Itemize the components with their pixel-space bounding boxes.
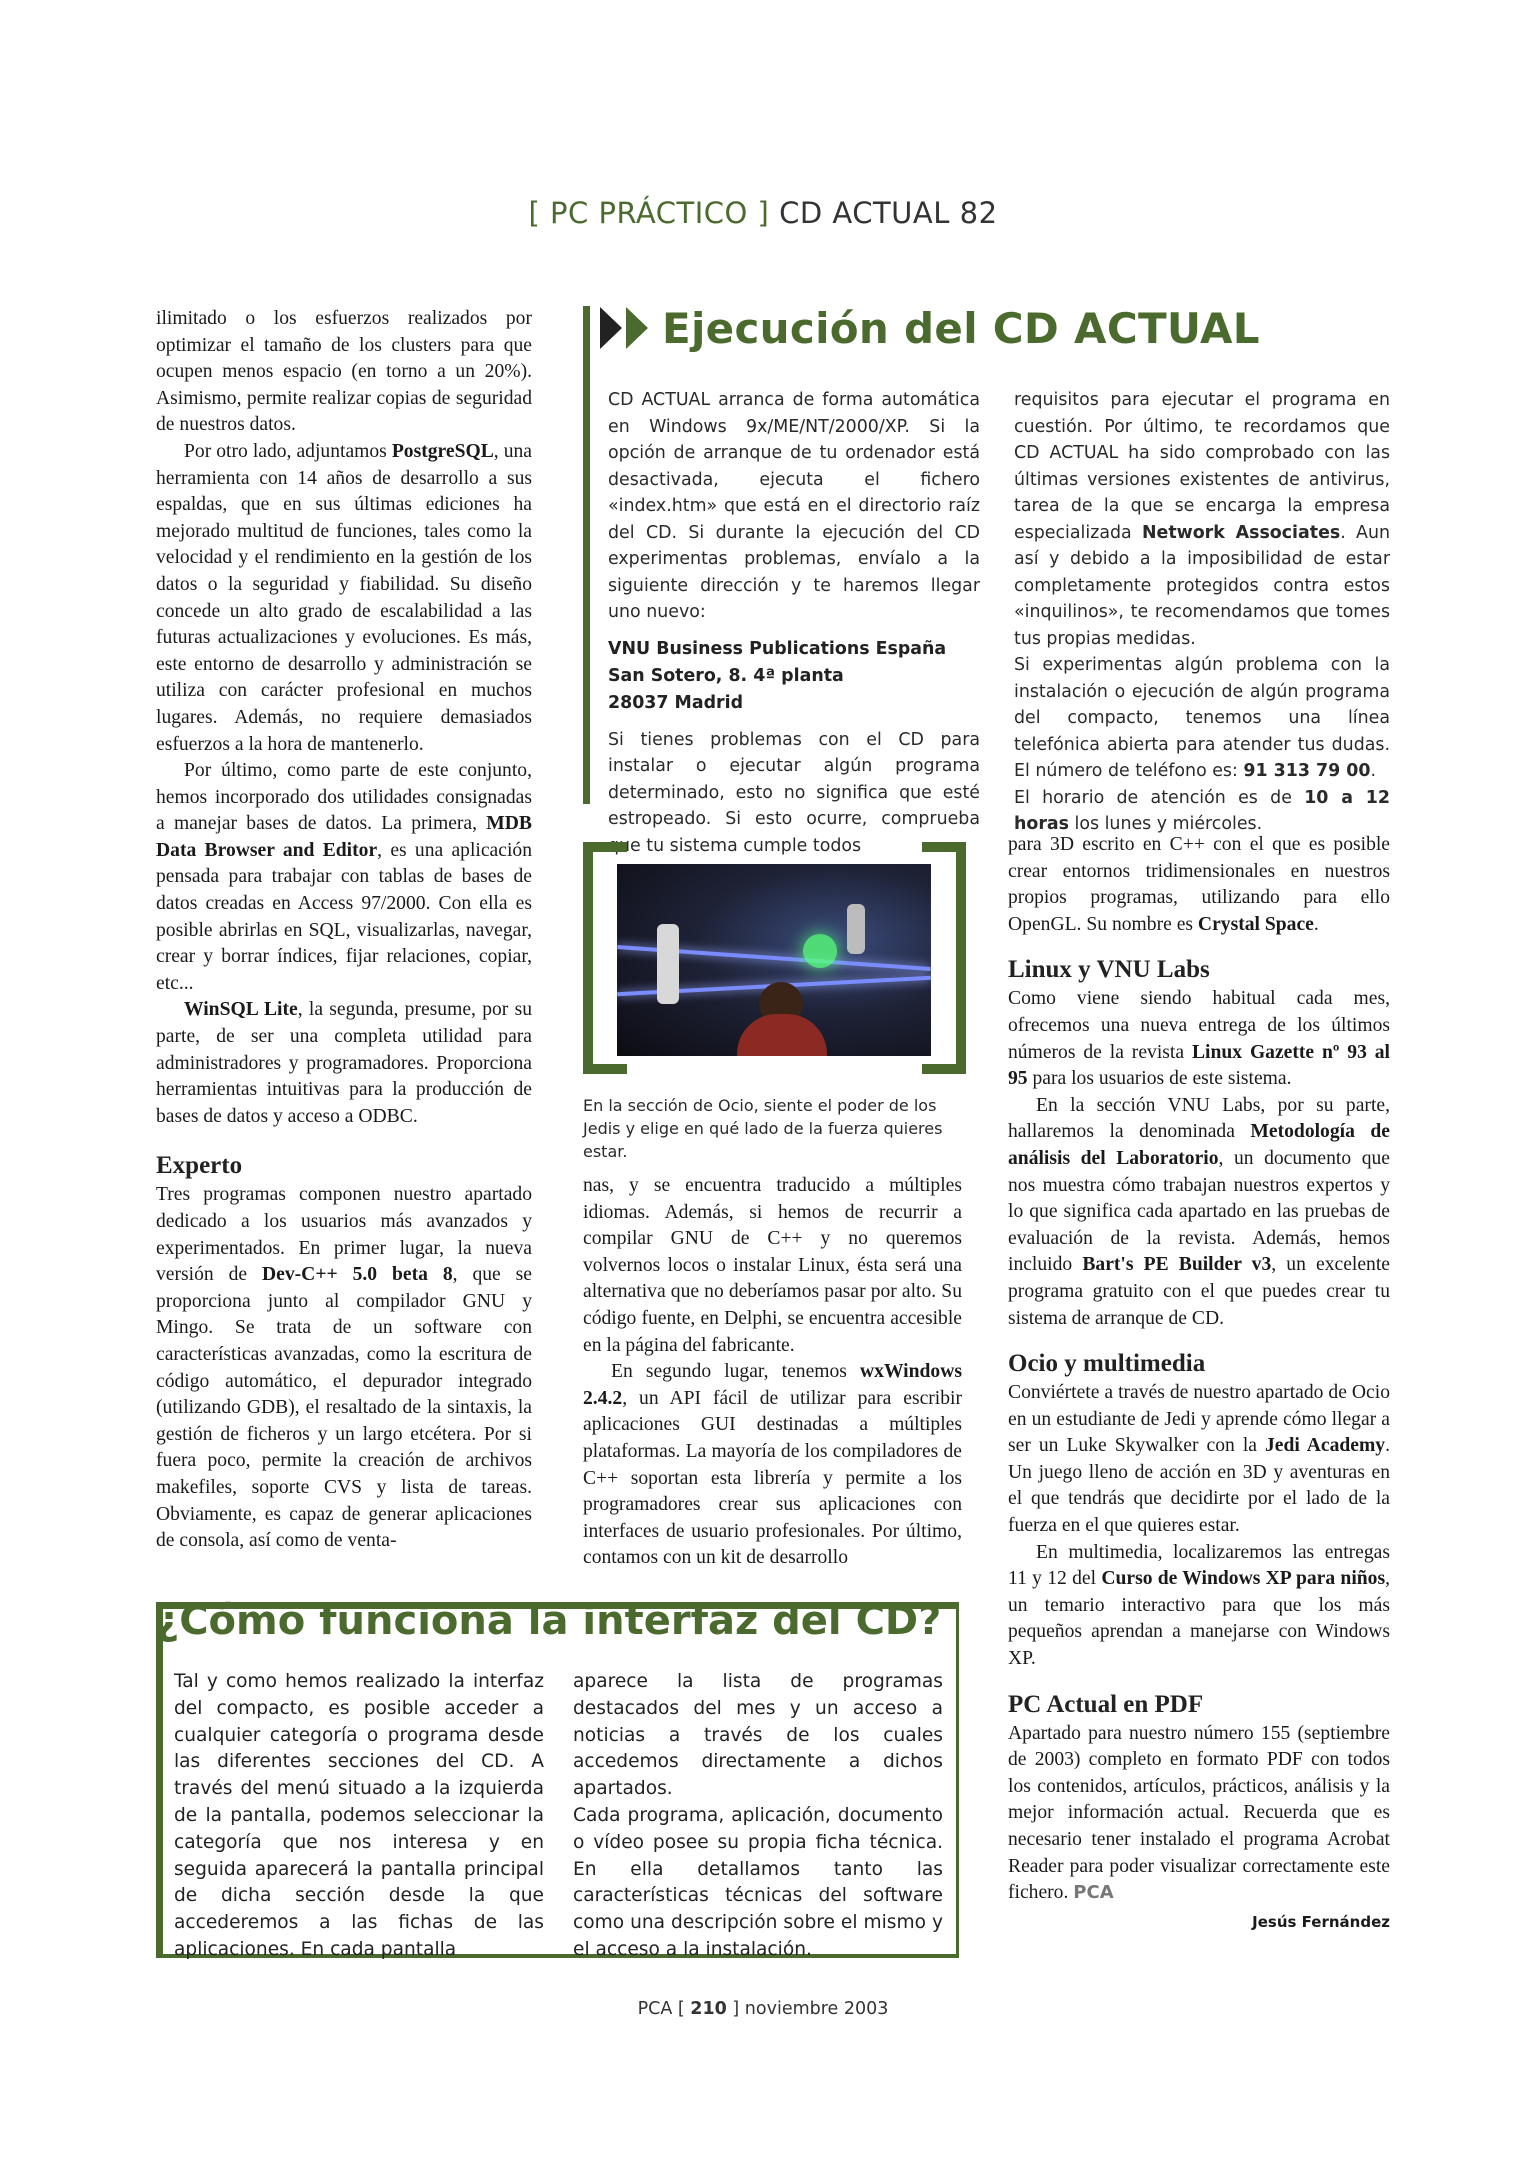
page-footer: PCA [ 210 ] noviembre 2003 — [637, 1999, 889, 2019]
paragraph: Si tienes problemas con el CD para instalar o ejecutar algún programa determinado, esto no significa que esté estropeado. Si esto ocurre, comprueba que tu sistema cumple todos — [608, 729, 980, 856]
pca-end-mark: PCA — [1073, 1882, 1114, 1904]
section-label: [ PC PRÁCTICO ] — [528, 196, 770, 230]
paragraph: para 3D escrito en C++ con el que es posible crear entornos tridimensionales en nuestros propios programas, utilizando para ello OpenGL. Su nombre es Crystal Space. — [1008, 834, 1390, 935]
article-column-2 — [583, 1173, 962, 1572]
interface-box-title: ¿Cómo funciona la interfaz del CD? — [156, 1598, 942, 1644]
issue-label: CD ACTUAL 82 — [779, 196, 998, 230]
paragraph: ilimitado o los esfuerzos realizados por optimizar el tamaño de los clusters para que ocupen menos espacio (en torno a un 20%). Asimismo, permite realizar copias de seguridad de nuestros datos. — [156, 308, 532, 436]
paragraph: El horario de atención es de 10 a 12 horas los lunes y miércoles. — [1014, 787, 1390, 834]
paragraph: CD ACTUAL arranca de forma automática en Windows 9x/ME/NT/2000/XP. Si la opción de arranque de tu ordenador está desactivada, ejecuta el fichero «index.htm» que está en el directorio raíz del CD. Si durante la ejecución del CD experimentas problemas, envíalo a la siguiente dirección y te haremos llegar uno nuevo: — [608, 390, 980, 622]
paragraph: requisitos para ejecutar el programa en cuestión. Por último, te recordamos que CD ACTUAL ha sido comprobado con las últimas versiones existentes de antivirus, tarea de la que se encarga la empresa especializada Network Associates. Aun así y debido a la imposibilidad de estar completamente protegidos contra estos «inquilinos», te recomendamos que tomes tus propias medidas. — [1014, 390, 1390, 649]
interface-box-right-column — [573, 1669, 943, 1964]
paragraph: Como viene siendo habitual cada mes, ofrecemos una nueva entrega de los últimos números de la revista Linux Gazette nº 93 al 95 para los usuarios de este sistema. — [1008, 988, 1391, 1090]
paragraph: nas, y se encuentra traducido a múltiples idiomas. Además, si hemos de recurrir a compilar GNU de C++ y no queremos volvernos locos o instalar Linux, ésta será una alternativa que no deberíamos pasar por alto. Su código fuente, en Delphi, se encuentra accesible en la página del fabricante. — [583, 1175, 962, 1356]
paragraph: Tal y como hemos realizado la interfaz del compacto, es posible acceder a cualquier categoría o programa desde las diferentes secciones del CD. A través del menú situado a la izquierda de la pantalla, podemos seleccionar la categoría que nos interesa y en seguida aparecerá la pantalla principal de dicha sección desde la que accederemos a las fichas de las aplicaciones. En cada pantalla — [174, 1671, 544, 1960]
page-number: 210 — [690, 1999, 727, 2019]
paragraph: Si experimentas algún problema con la instalación o ejecución de algún programa del compacto, tenemos una línea telefónica abierta para atender tus dudas. El número de teléfono es: 91 313 79 00. — [1014, 655, 1390, 781]
screenshot-figure — [583, 842, 966, 1074]
running-header — [0, 196, 1526, 230]
subheading-linux: Linux y VNU Labs — [1008, 956, 1210, 984]
cd-box-left-column — [608, 387, 980, 859]
postal-address: VNU Business Publications España San Sotero, 8. 4ª planta 28037 Madrid — [608, 638, 947, 713]
paragraph: En la sección VNU Labs, por su parte, hallaremos la denominada Metodología de análisis del Laboratorio, un documento que nos muestra cómo trabajan nuestros expertos y lo que significa cada apartado en las pruebas de evaluación de la revista. Además, hemos incluido Bart's PE Builder v3, un excelente programa gratuito con el que puedes crear tu sistema de arranque de CD. — [1008, 1094, 1390, 1329]
paragraph: WinSQL Lite, la segunda, presume, por su parte, de ser una completa utilidad para administradores y programadores. Proporciona herramientas intuitivas para la producción de bases de datos y acceso a ODBC. — [156, 999, 533, 1127]
subheading-pdf: PC Actual en PDF — [1008, 1690, 1204, 1718]
cd-box-title: Ejecución del CD ACTUAL — [662, 303, 1260, 353]
article-column-1 — [156, 306, 532, 1555]
paragraph: Por otro lado, adjuntamos PostgreSQL, una herramienta con 14 años de desarrollo a sus espaldas, que en sus últimas ediciones ha mejorado multitud de funciones, tales como la velocidad y el rendimiento en la gestión de los datos o la seguridad y fiabilidad. Su diseño concede un alto grado de escalabilidad a las futuras actualizaciones y evoluciones. Es más, este entorno de desarrollo y administración se utiliza con carácter profesional en muchos lugares. Además, no requiere demasiados esfuerzos a la hora de mantenerlo. — [156, 440, 533, 755]
paragraph: En segundo lugar, tenemos wxWindows 2.4.2, un API fácil de utilizar para escribir aplicaciones GUI destinadas a múltiples plataformas. La mayoría de los compiladores de C++ soportan esta librería y permite a los programadores crear sus aplicaciones con interfaces de usuario profesionales. Por último, contamos con un kit de desarrollo — [583, 1361, 962, 1569]
paragraph: Cada programa, aplicación, documento o vídeo posee su propia ficha técnica. En ella detallamos tanto las características técnicas del software como una descripción sobre el mismo y el acceso a la instalación. — [573, 1804, 943, 1960]
paragraph: En multimedia, localizaremos las entregas 11 y 12 del Curso de Windows XP para niños, un temario interactivo para que los más pequeños aprendan a manejarse con Windows XP. — [1008, 1541, 1390, 1670]
cd-box-header — [600, 298, 1260, 358]
cd-box-right-column — [1014, 387, 1390, 838]
paragraph: Tres programas componen nuestro apartado dedicado a los usuarios más avanzados y experimentados. En primer lugar, la nueva versión de Dev-C++ 5.0 beta 8, que se proporciona junto al compilador GNU y Mingo. Se trata de un software con características avanzadas, como la escritura de código automático, el depurador integrado (utilizando GDB), el resaltado de la sintaxis, la gestión de ficheros y un largo etcétera. Por si fuera poco, permite la creación de archivos makefiles, soporte CVS y lista de tareas. Obviamente, es capaz de generar aplicaciones de consola, así como de venta- — [156, 1184, 532, 1552]
jedi-academy-screenshot — [617, 864, 931, 1056]
interface-box-left-column — [174, 1669, 544, 1964]
double-arrow-icon — [600, 307, 648, 349]
box-accent-bar — [583, 306, 590, 804]
author-signature: Jesús Fernández — [1252, 1912, 1390, 1931]
figure-caption: En la sección de Ocio, siente el poder de los Jedis y elige en qué lado de la fuerza quieres estar. — [583, 1096, 943, 1161]
paragraph: Apartado para nuestro número 155 (septiembre de 2003) completo en formato PDF con todos los contenidos, artículos, prácticos, análisis y la mejor información actual. Recuerda que es necesario tener instalado el programa Acrobat Reader para poder visualizar correctamente este fichero. PCA — [1008, 1722, 1390, 1904]
paragraph: Conviértete a través de nuestro apartado de Ocio en un estudiante de Jedi y aprende cómo llegar a ser un Luke Skywalker con la Jedi Academy. Un juego lleno de acción en 3D y aventuras en el que tendrás que decidirte por el lado de la fuerza en el que quieres estar. — [1008, 1382, 1390, 1537]
subheading-ocio: Ocio y multimedia — [1008, 1350, 1206, 1378]
article-column-3 — [1008, 832, 1390, 1935]
paragraph: Por último, como parte de este conjunto, hemos incorporado dos utilidades consignadas a manejar bases de datos. La primera, MDB Data Browser and Editor, es una aplicación pensada para trabajar con tablas de bases de datos creadas en Access 97/2000. Con ella es posible abrirlas en SQL, visualizarlas, navegar, crear y borrar índices, fijar relaciones, copiar, etc... — [156, 760, 532, 994]
paragraph: aparece la lista de programas destacados del mes y un acceso a noticias a través de los cuales accedemos directamente a dichos apartados. — [573, 1671, 943, 1800]
subheading-experto: Experto — [156, 1152, 243, 1180]
